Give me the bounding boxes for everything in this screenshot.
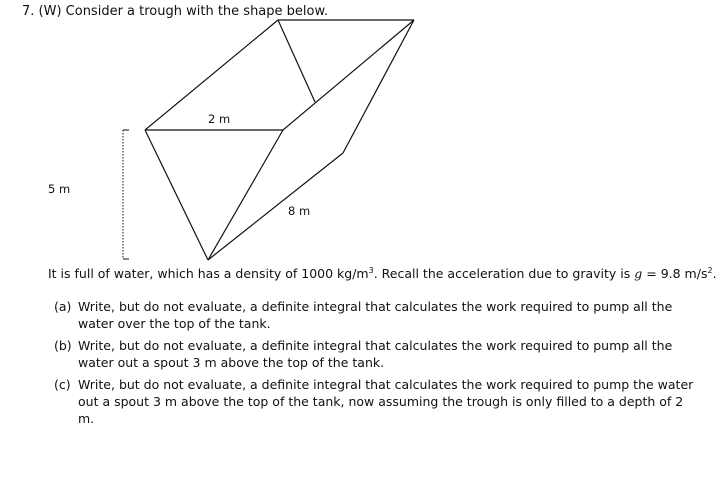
height-label: 5 m <box>48 182 71 196</box>
bottom-long-edge <box>208 153 343 260</box>
back-inner-edge <box>278 20 315 102</box>
part-text: Write, but do not evaluate, a definite integral that calculates the work required to pump all the water out a spout 3 m above the top of the tank. <box>78 338 673 370</box>
gravity-exponent: 2 <box>707 265 713 275</box>
front-left-edge <box>145 130 208 260</box>
part-a <box>48 298 696 332</box>
density-exponent: 3 <box>368 265 374 275</box>
intro-paragraph <box>48 266 717 282</box>
part-label: (c) <box>54 377 71 392</box>
back-right-edge <box>343 20 414 153</box>
part-text: Write, but do not evaluate, a definite integral that calculates the work required to pump all the water over the top of the tank. <box>78 299 673 331</box>
gravity-value: = 9.8 m/s <box>642 266 708 281</box>
question-parts <box>48 298 696 432</box>
front-right-edge <box>208 130 283 260</box>
part-text: Write, but do not evaluate, a definite integral that calculates the work required to pump the water out a spout 3 m above the top of the tank, now assuming the trough is only filled to a depth of 2 m. <box>78 377 694 426</box>
intro-text-before: It is full of water, which has a density of 1000 kg/m <box>48 266 369 281</box>
intro-text-end: . <box>712 266 717 281</box>
part-b <box>48 337 696 371</box>
part-label: (a) <box>54 299 72 314</box>
length-label: 8 m <box>288 204 311 218</box>
width-label: 2 m <box>208 112 231 126</box>
part-c <box>48 376 696 427</box>
problem-heading: 7. (W) Consider a trough with the shape below. <box>22 4 329 19</box>
part-label: (b) <box>54 338 72 353</box>
intro-text-mid: . Recall the acceleration due to gravity is <box>373 266 635 281</box>
gravity-symbol: g <box>634 266 643 281</box>
